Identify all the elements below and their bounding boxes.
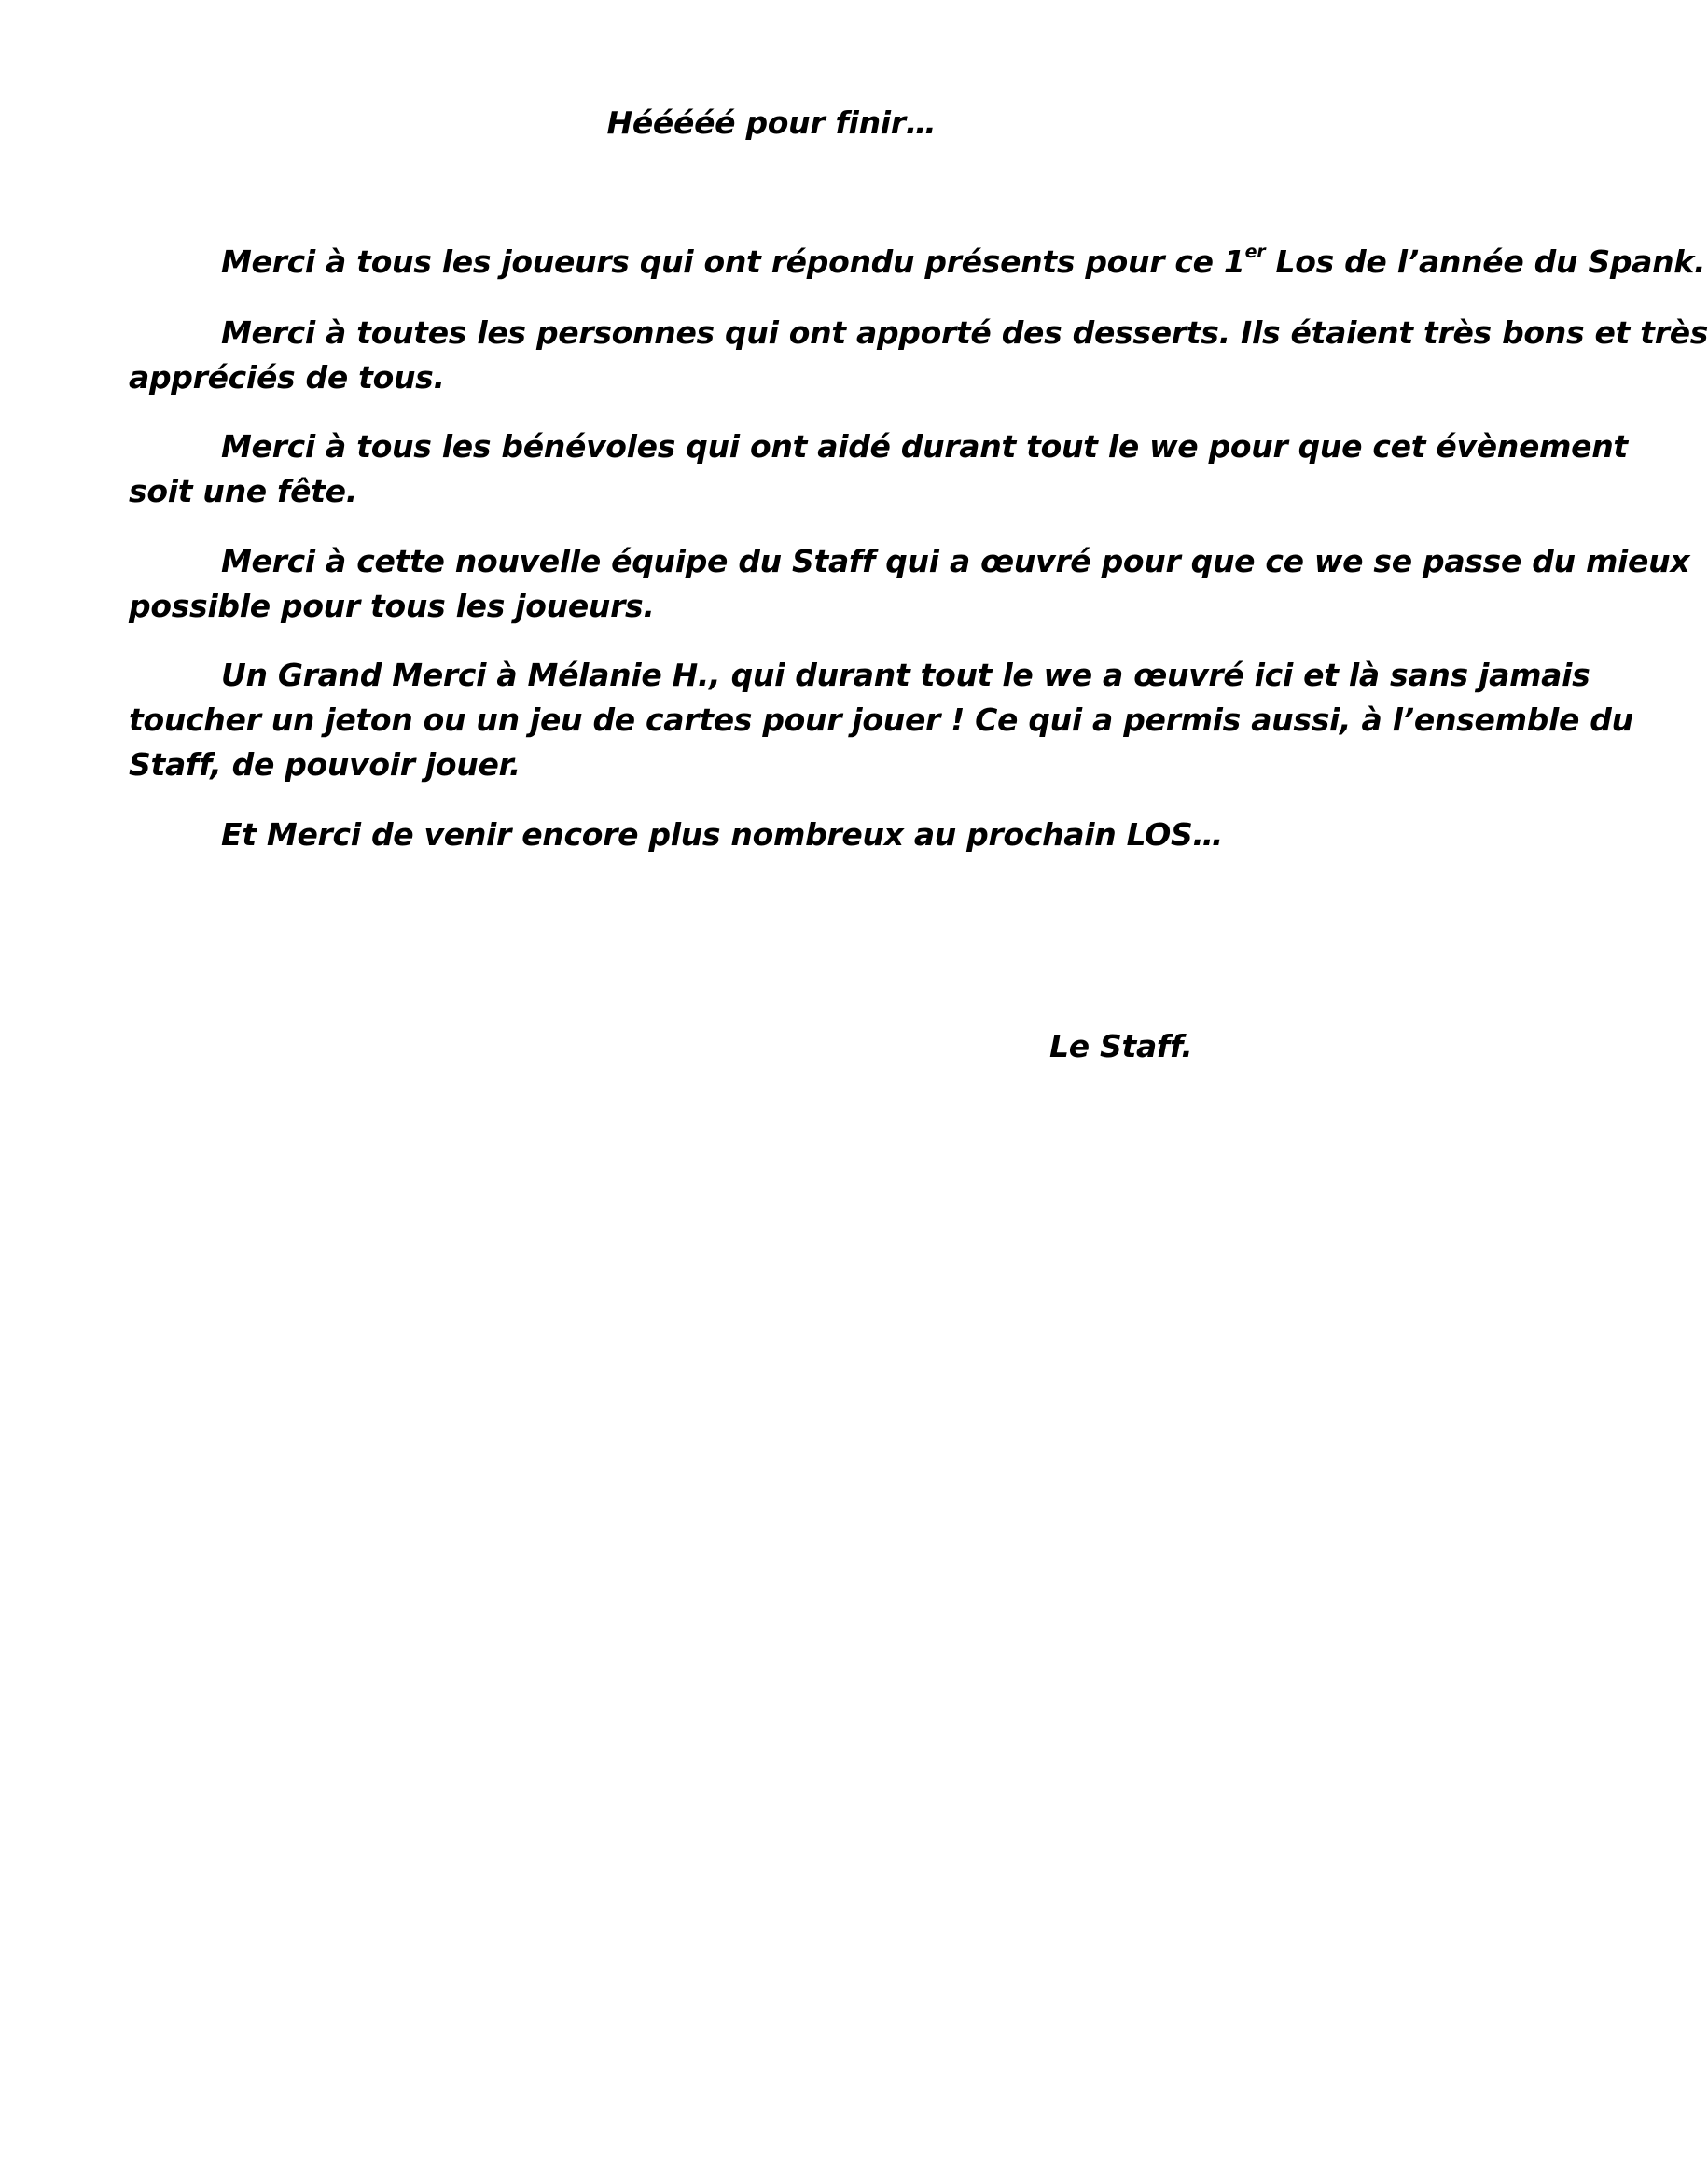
paragraph-line: Merci à tous les bénévoles qui ont aidé durant tout le we pour que cet évènement — [221, 428, 1628, 465]
document-title: Hééééé pour finir… — [606, 104, 937, 141]
paragraph-line: possible pour tous les joueurs. — [129, 588, 655, 624]
paragraph-line: Merci à cette nouvelle équipe du Staff qui a œuvré pour que ce we se passe du mieux — [221, 543, 1690, 579]
paragraph-line: Et Merci de venir encore plus nombreux au prochain LOS… — [221, 816, 1224, 853]
paragraph-line — [129, 240, 1706, 285]
paragraph-line: appréciés de tous. — [129, 359, 445, 396]
line-text: Merci à tous les joueurs qui ont répondu présents pour ce 1 — [221, 243, 1245, 280]
paragraph-line: Staff, de pouvoir jouer. — [129, 746, 521, 783]
paragraph-line: Merci à toutes les personnes qui ont apporté des desserts. Ils étaient très bons et très — [221, 314, 1708, 351]
superscript-ordinal: er — [1244, 242, 1266, 262]
paragraph-line: soit une fête. — [129, 473, 357, 509]
line-text: Los de l’année du Spank. — [1265, 243, 1706, 280]
paragraph-thanks-volunteers — [129, 424, 1628, 514]
paragraph-line: Un Grand Merci à Mélanie H., qui durant tout le we a œuvré ici et là sans jamais — [221, 657, 1590, 693]
paragraph-thanks-desserts — [129, 311, 1708, 400]
paragraph-thanks-staff-team — [129, 539, 1690, 629]
paragraph-thanks-melanie — [129, 653, 1633, 787]
paragraph-line: toucher un jeton ou un jeu de cartes pour jouer ! Ce qui a permis aussi, à l’ensemble du — [129, 702, 1633, 738]
paragraph-closing-invite — [129, 813, 1509, 857]
paragraph-thanks-players — [129, 240, 1706, 285]
signature: Le Staff. — [1049, 1028, 1193, 1064]
